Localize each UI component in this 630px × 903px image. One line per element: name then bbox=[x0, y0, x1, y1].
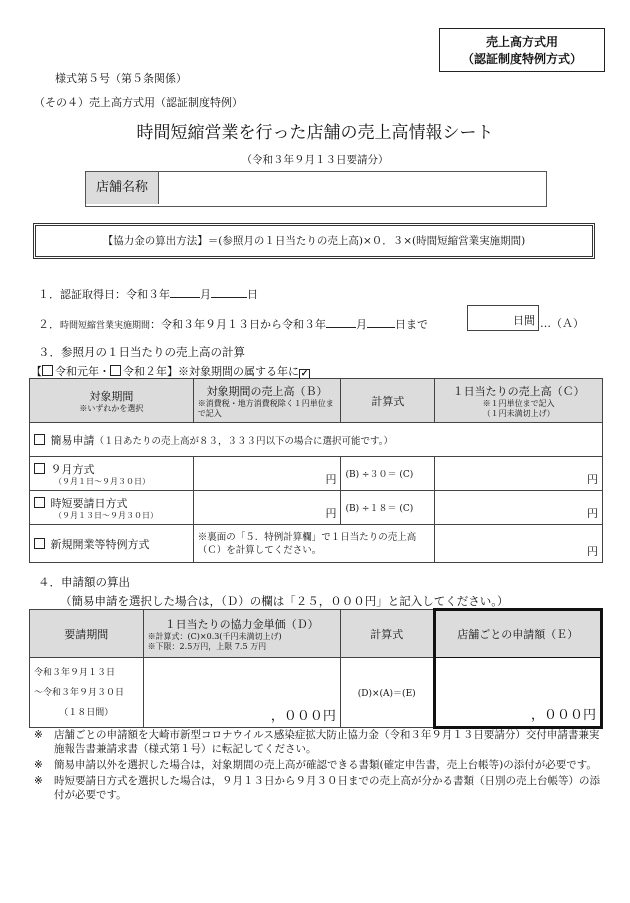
th-amount: 店舗ごとの申請額（Ｅ） bbox=[434, 610, 601, 658]
page-subtitle: （令和３年９月１３日要請分） bbox=[241, 154, 389, 166]
year-bracket: 【 bbox=[31, 365, 42, 378]
sept-checkbox[interactable] bbox=[34, 463, 45, 474]
period-month-unit: 月 bbox=[356, 318, 368, 331]
request-daily-input[interactable]: 円 bbox=[435, 491, 603, 525]
period-prefix: ２． bbox=[38, 318, 60, 331]
th-period: 対象期間 ※いずれかを選択 bbox=[30, 379, 194, 423]
cert-date-line bbox=[38, 285, 258, 302]
page-title: 時間短縮営業を行った店舗の売上高情報シート bbox=[136, 123, 494, 143]
sept-formula: (B) ÷３０＝ (C) bbox=[341, 457, 435, 491]
period-day-input[interactable] bbox=[367, 315, 395, 328]
form-number: 様式第５号（第５条関係） bbox=[55, 72, 187, 85]
request-method-cell[interactable]: 時短要請日方式 （９月１３日～９月３０日） bbox=[30, 491, 194, 525]
cert-month-unit: 月 bbox=[200, 288, 211, 301]
new-biz-daily-input[interactable]: 円 bbox=[435, 525, 603, 563]
cert-date-prefix: １．認証取得日：令和３年 bbox=[38, 288, 170, 301]
list-item: ※ 店舗ごとの申請額を大崎市新型コロナウイルス感染症拡大防止協力金（令和３年９月１３日要請分）交付申請書兼実施報告書兼請求書（様式第１号）に転記してください。 bbox=[34, 729, 600, 755]
sept-method-cell[interactable]: ９月方式 （９月１日～９月３０日） bbox=[30, 457, 194, 491]
request-formula: (B) ÷１８＝ (C) bbox=[341, 491, 435, 525]
badge-line2: （認証制度特例方式） bbox=[461, 52, 582, 66]
list-item: ※ 時短要請日方式を選択した場合は，９月１３日から９月３０日までの売上高が分かる書類（日別の売上台帳等）の添付が必要です。 bbox=[34, 775, 600, 801]
th-formula: 計算式 bbox=[341, 379, 435, 423]
period-text: ：令和３年９月１３日から令和３年 bbox=[150, 318, 327, 331]
sept-daily-input[interactable]: 円 bbox=[435, 457, 603, 491]
simple-label: 簡易申請 bbox=[50, 433, 95, 447]
sales-table bbox=[29, 378, 603, 563]
simple-checkbox[interactable] bbox=[34, 434, 45, 445]
period-label: 時間短縮営業実施期間 bbox=[60, 321, 151, 331]
year-note: ※対象期間の属する年に bbox=[178, 365, 299, 378]
amount-input[interactable]: ，０００円 bbox=[434, 658, 601, 728]
list-item: ※ 簡易申請以外を選択した場合は，対象期間の売上高が確認できる書類(確定申告書，売上台帳等)の添付が必要です。 bbox=[34, 759, 597, 771]
th-unit: １日当たりの協力金単価（Ｄ） ※計算式：(C)×0.3(千円未満切上げ) ※下限：2.5万円，上限 7.5 万円 bbox=[143, 610, 340, 658]
table-row bbox=[30, 658, 602, 728]
year-r1-label: 令和元年・ bbox=[55, 365, 110, 378]
year-r1-checkbox[interactable] bbox=[42, 365, 53, 376]
amount-table bbox=[29, 608, 603, 729]
badge-line1: 売上高方式用 bbox=[485, 35, 558, 49]
simple-apply-cell[interactable] bbox=[30, 423, 603, 457]
new-biz-checkbox[interactable] bbox=[34, 538, 45, 549]
year-r2-label: 令和２年】 bbox=[123, 365, 178, 378]
th-request-period: 要請期間 bbox=[30, 610, 144, 658]
th-calc: 計算式 bbox=[340, 610, 434, 658]
table-row bbox=[30, 491, 603, 525]
store-name-label: 店舗名称 bbox=[86, 172, 159, 204]
section4-title: ４．申請額の算出 bbox=[38, 575, 130, 589]
request-period-cell: 令和３年９月１３日 ～令和３年９月３０日 （１８日間） bbox=[30, 658, 144, 728]
amount-formula: (D)×(A)＝(E) bbox=[340, 658, 434, 728]
table-header-row bbox=[30, 610, 602, 658]
period-month-input[interactable] bbox=[326, 315, 356, 328]
label-a: …（Ａ） bbox=[540, 317, 584, 330]
form-variant: （その４）売上高方式用（認証制度特例） bbox=[34, 96, 243, 109]
year-r2-checkbox[interactable] bbox=[110, 365, 121, 376]
formula-box: 【協力金の算出方法】＝(参照月の１日当たりの売上高)×０．３×(時間短縮営業実施期間) bbox=[33, 223, 595, 259]
cert-month-input[interactable] bbox=[170, 285, 200, 298]
check-mark-icon: ✓ bbox=[300, 369, 309, 379]
period-day-unit: 日まで bbox=[395, 318, 429, 331]
table-row bbox=[30, 457, 603, 491]
days-box[interactable] bbox=[467, 305, 539, 331]
th-sales: 対象期間の売上高（Ｂ） ※消費税・地方消費税除く１円単位まで記入 bbox=[193, 379, 341, 423]
cert-day-input[interactable] bbox=[211, 285, 247, 298]
days-unit: 日間 bbox=[513, 314, 535, 327]
unit-price-input[interactable]: ，０００円 bbox=[143, 658, 340, 728]
period-line bbox=[38, 315, 428, 332]
table-header-row bbox=[30, 379, 603, 423]
table-row bbox=[30, 525, 603, 563]
sept-sales-input[interactable]: 円 bbox=[193, 457, 341, 491]
section4-note: （簡易申請を選択した場合は，（Ｄ）の欄は「２５，０００円」と記入してください。） bbox=[60, 594, 509, 608]
new-biz-note: ※裏面の「５．特例計算欄」で１日当たりの売上高（Ｃ）を計算してください。 bbox=[193, 525, 435, 563]
notes-list bbox=[34, 728, 604, 802]
th-daily: １日当たりの売上高（Ｃ） ※１円単位まで記入 （１円未満切上げ） bbox=[435, 379, 603, 423]
method-badge bbox=[439, 28, 605, 72]
section3-title: ３．参照月の１日当たりの売上高の計算 bbox=[38, 345, 245, 359]
cert-day-unit: 日 bbox=[247, 288, 258, 301]
store-name-field[interactable] bbox=[85, 171, 547, 207]
request-checkbox[interactable] bbox=[34, 497, 45, 508]
new-biz-cell[interactable]: 新規開業等特例方式 bbox=[30, 525, 194, 563]
request-sales-input[interactable]: 円 bbox=[193, 491, 341, 525]
simple-note: （１日あたりの売上高が８３，３３３円以下の場合に選択可能です。） bbox=[94, 435, 393, 447]
table-row bbox=[30, 423, 603, 457]
